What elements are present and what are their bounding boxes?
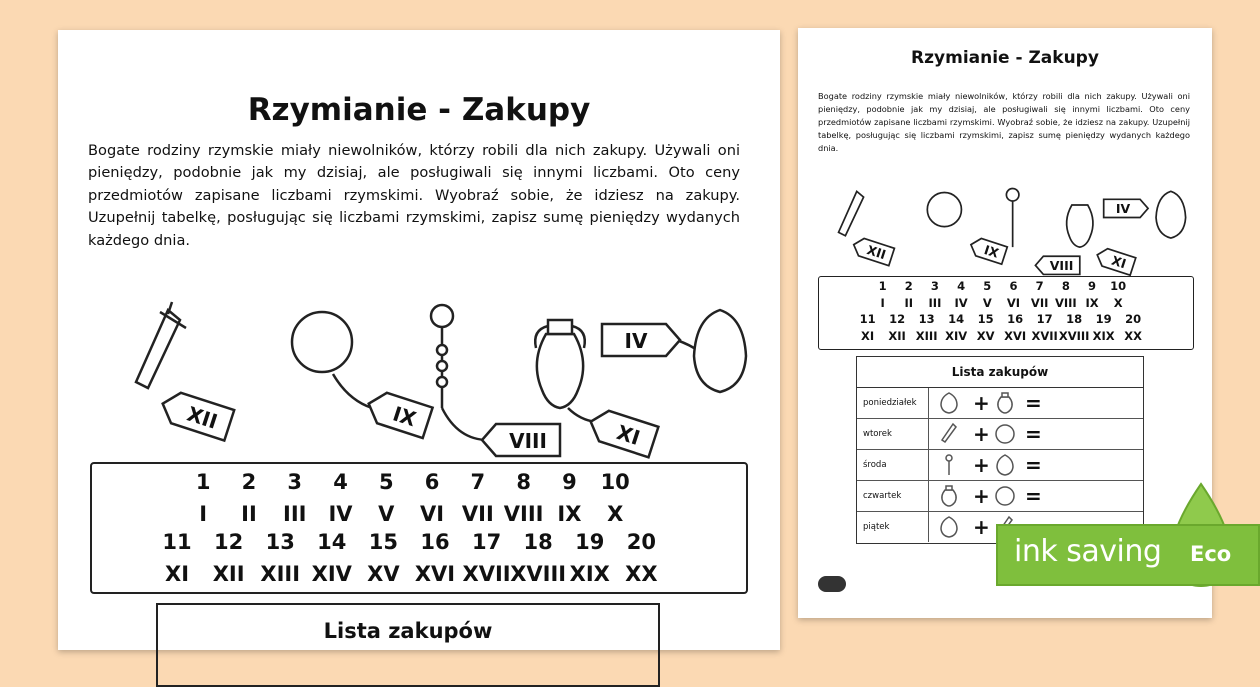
numeral-arabic-8: 8 <box>516 470 531 494</box>
purchase-equation <box>937 422 1047 446</box>
numeral-roman-15: XV <box>367 562 400 586</box>
numeral-roman-5: V <box>982 296 992 310</box>
equals-sign: = <box>1025 453 1042 477</box>
numeral-arabic-14: 14 <box>317 530 347 554</box>
numeral-arabic-3: 3 <box>930 279 939 293</box>
numeral-arabic-3: 3 <box>287 470 303 494</box>
mirror-icon <box>996 425 1014 443</box>
numeral-arabic-15: 15 <box>368 530 399 554</box>
price-tag-mirror-small <box>968 236 1007 264</box>
numeral-roman-3: III <box>928 296 942 310</box>
svg-text:IV: IV <box>1115 200 1131 216</box>
day-label: poniedziałek <box>857 388 929 418</box>
svg-text:XII: XII <box>865 242 888 263</box>
mirror-icon <box>292 312 372 408</box>
numeral-roman-18: XVIII <box>1058 329 1090 343</box>
numeral-roman-16: XVI <box>414 562 456 586</box>
numeral-roman-10: X <box>1113 296 1123 310</box>
numeral-roman-6: VI <box>420 502 445 526</box>
publisher-logo <box>818 576 846 592</box>
price-tag-amphora <box>586 406 659 457</box>
worksheet-intro: Bogate rodziny rzymskie miały niewolników, którzy robili dla nich zakupy. Używali oni pieniędzy, podobnie jak my dzisiaj, ale posługiwali się innymi liczbami. Oto ceny przedmiotów zapisane liczbami rzymskimi. Wyobraź sobie, że idziesz na zakupy. Uzupełnij tabelkę, posługując się liczbami rzymskimi, zapisz sumę pieniędzy wydanych każdego dnia. <box>88 142 740 249</box>
numeral-arabic-19: 19 <box>1095 312 1112 326</box>
numeral-arabic-20: 20 <box>1125 312 1142 326</box>
numeral-arabic-15: 15 <box>977 312 994 326</box>
numeral-roman-14: XIV <box>945 329 968 343</box>
priced-items-illustration-small <box>834 178 1164 273</box>
necklace-icon <box>946 455 952 475</box>
worksheet-title: Rzymianie - Zakupy <box>247 92 591 128</box>
numeral-arabic-12: 12 <box>213 530 244 554</box>
sword-icon <box>942 424 956 442</box>
numeral-arabic-17: 17 <box>1036 312 1053 326</box>
price-tag-label-pouch: IV <box>624 329 648 353</box>
numeral-arabic-18: 18 <box>1066 312 1083 326</box>
equals-sign: = <box>1025 391 1042 415</box>
shopping-list-box <box>156 603 660 687</box>
amphora-icon <box>1067 205 1093 247</box>
pouch-icon <box>941 393 957 413</box>
numeral-roman-20: XX <box>625 562 658 586</box>
numeral-arabic-9: 9 <box>1088 279 1097 293</box>
equals-sign: = <box>1025 484 1042 508</box>
plus-sign: + <box>973 484 990 508</box>
numeral-arabic-6: 6 <box>1009 279 1018 293</box>
plus-sign: + <box>973 453 990 477</box>
svg-text:IX: IX <box>982 242 1001 261</box>
numeral-arabic-9: 9 <box>562 470 577 494</box>
equals-sign: = <box>1025 422 1042 446</box>
price-tag-mirror <box>364 388 433 438</box>
numeral-roman-19: XIX <box>569 562 610 586</box>
numeral-arabic-8: 8 <box>1061 279 1070 293</box>
numeral-arabic-11: 11 <box>859 312 876 326</box>
amphora-icon <box>535 320 596 422</box>
numeral-roman-13: XIII <box>915 329 938 343</box>
numeral-arabic-18: 18 <box>523 530 553 554</box>
numeral-roman-11: XI <box>165 562 190 586</box>
price-tag-necklace <box>482 424 560 456</box>
numeral-roman-18: XVIII <box>510 562 567 586</box>
day-label: środa <box>857 450 929 480</box>
price-tag-label-sword: XII <box>184 401 221 434</box>
shopping-list-title-small: Lista zakupów <box>857 357 1143 388</box>
numeral-roman-17: XVII <box>1031 329 1058 343</box>
numeral-arabic-4: 4 <box>333 470 348 494</box>
numeral-roman-17: XVII <box>462 562 511 586</box>
numeral-arabic-16: 16 <box>1007 312 1024 326</box>
numeral-arabic-5: 5 <box>983 279 992 293</box>
svg-text:XI: XI <box>1109 252 1128 272</box>
ink-saving-label: ink saving <box>1014 534 1162 569</box>
numeral-reference-grid <box>90 462 748 594</box>
shopping-list-row <box>857 419 1143 450</box>
numeral-roman-2: II <box>241 502 257 526</box>
svg-text:VIII: VIII <box>1049 257 1074 273</box>
numeral-roman-20: XX <box>1124 329 1143 343</box>
pouch-icon <box>941 517 957 537</box>
plus-sign: + <box>973 391 990 415</box>
numeral-roman-12: XII <box>888 329 906 343</box>
price-tag-label-amphora: XI <box>613 420 644 450</box>
numeral-arabic-17: 17 <box>471 530 502 554</box>
numeral-roman-4: IV <box>328 502 353 526</box>
plus-sign: + <box>973 515 990 539</box>
numeral-roman-4: IV <box>954 296 968 310</box>
necklace-icon <box>431 305 488 440</box>
numeral-roman-8: VIII <box>1054 296 1077 310</box>
numeral-arabic-5: 5 <box>378 470 394 494</box>
purchase-equation <box>937 391 1047 415</box>
numeral-roman-13: XIII <box>260 562 301 586</box>
numeral-roman-9: IX <box>1085 296 1099 310</box>
numeral-arabic-20: 20 <box>626 530 656 554</box>
worksheet-large-preview <box>58 30 780 650</box>
numeral-roman-6: VI <box>1006 296 1021 310</box>
numeral-arabic-13: 13 <box>918 312 935 326</box>
day-label: piątek <box>857 512 929 542</box>
numeral-roman-15: XV <box>976 329 995 343</box>
numeral-arabic-10: 10 <box>600 470 630 494</box>
numeral-arabic-16: 16 <box>420 530 450 554</box>
numeral-arabic-6: 6 <box>424 470 440 494</box>
price-tag-sword-small <box>851 236 895 266</box>
pouch-icon <box>670 310 746 392</box>
numeral-roman-7: VII <box>1030 296 1049 310</box>
numeral-roman-1: I <box>199 502 208 526</box>
price-tag-sword <box>158 388 234 440</box>
numeral-arabic-7: 7 <box>470 470 486 494</box>
numeral-arabic-7: 7 <box>1035 279 1044 293</box>
pouch-icon <box>1156 191 1186 238</box>
numeral-reference-grid-small <box>818 276 1194 350</box>
numeral-roman-9: IX <box>557 502 582 526</box>
numeral-roman-14: XIV <box>311 562 352 586</box>
day-label: czwartek <box>857 481 929 511</box>
numeral-arabic-4: 4 <box>957 279 966 293</box>
eco-tag: Eco <box>1190 542 1232 566</box>
mirror-icon <box>927 193 961 227</box>
numeral-roman-12: XII <box>212 562 245 586</box>
numeral-roman-3: III <box>283 502 307 526</box>
sword-icon <box>839 191 864 235</box>
plus-sign: + <box>973 422 990 446</box>
numeral-arabic-13: 13 <box>265 530 295 554</box>
numeral-arabic-14: 14 <box>948 312 965 326</box>
day-label: wtorek <box>857 419 929 449</box>
numeral-roman-1: I <box>880 296 885 310</box>
pouch-icon <box>997 455 1013 475</box>
shopping-list-title: Lista zakupów <box>323 619 493 643</box>
necklace-icon <box>1006 189 1019 248</box>
numeral-arabic-12: 12 <box>889 312 906 326</box>
numeral-roman-11: XI <box>861 329 875 343</box>
numeral-arabic-2: 2 <box>241 470 257 494</box>
amphora-icon <box>942 486 956 506</box>
price-tag-necklace-small <box>1035 256 1079 274</box>
shopping-list-row <box>857 450 1143 481</box>
numeral-roman-8: VIII <box>503 502 544 526</box>
sword-icon <box>136 302 186 388</box>
numeral-roman-10: X <box>607 502 624 526</box>
ink-saving-badge <box>996 482 1260 590</box>
price-tag-pouch <box>602 324 680 356</box>
numeral-roman-19: XIX <box>1092 329 1115 343</box>
price-tag-label-mirror: IX <box>389 401 420 432</box>
numeral-arabic-19: 19 <box>575 530 605 554</box>
priced-items-illustration <box>128 290 708 453</box>
numeral-arabic-1: 1 <box>195 470 211 494</box>
price-tag-amphora-small <box>1094 246 1135 275</box>
shopping-list-row <box>857 388 1143 419</box>
numeral-roman-7: VII <box>461 502 494 526</box>
numeral-roman-16: XVI <box>1004 329 1027 343</box>
purchase-equation <box>937 453 1047 477</box>
numeral-arabic-10: 10 <box>1110 279 1127 293</box>
worksheet-intro-small: Bogate rodziny rzymskie miały niewolników, którzy robili dla nich zakupy. Używali oni pieniędzy, podobnie jak my dzisiaj, ale posługiwali się innymi liczbami. Oto ceny przedmiotów zapisane liczbami rzymskimi. Wyobraź sobie, że idziesz na zakupy. Uzupełnij tabelkę, posługując się liczbami rzymskimi, zapisz sumę pieniędzy wydanych każdego dnia. <box>818 91 1190 153</box>
amphora-icon <box>998 393 1012 413</box>
numeral-arabic-11: 11 <box>162 530 192 554</box>
price-tag-label-necklace: VIII <box>509 429 547 453</box>
numeral-roman-5: V <box>378 502 395 526</box>
price-tag-pouch-small <box>1104 199 1148 217</box>
numeral-arabic-1: 1 <box>878 279 887 293</box>
worksheet-title-small: Rzymianie - Zakupy <box>911 48 1099 68</box>
numeral-arabic-2: 2 <box>904 279 913 293</box>
numeral-roman-2: II <box>904 296 914 310</box>
